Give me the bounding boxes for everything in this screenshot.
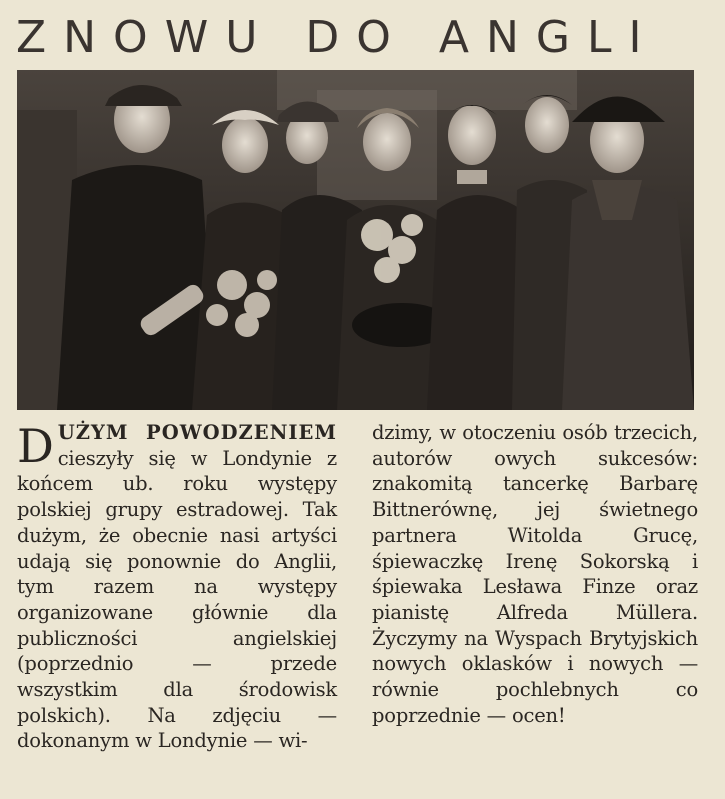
lead-words: UŻYM POWODZENIEM xyxy=(57,421,337,444)
article-column-left xyxy=(17,420,337,754)
headline: ZNOWU DO ANGLI xyxy=(16,12,659,63)
group-photo xyxy=(17,70,694,410)
drop-cap: D xyxy=(17,419,54,473)
article-text-left: cieszyły się w Londynie z końcem ub. roku występy polskiej grupy estradowej. Tak dużym, że obecnie nasi artyści udają się ponownie do Anglii, tym razem na występy organizowane głównie dla publiczności angielskiej (poprzednio — przede wszystkim dla środowisk polskich). Na zdjęciu — dokonanym w Londynie — wi- xyxy=(17,446,337,753)
article-column-right xyxy=(372,420,698,728)
article-text-right: dzimy, w otoczeniu osób trzecich, autorów owych sukcesów: znakomitą tancerkę Barbarę Bittnerównę, jej świetnego partnera Witolda Grucę, śpiewaczkę Irenę Sokorską i śpiewaka Lesława Finze oraz pianistę Alfreda Müllera. Życzymy na Wyspach Brytyjskich nowych oklasków i nowych — równie pochlebnych co poprzednie — ocen! xyxy=(372,421,698,727)
